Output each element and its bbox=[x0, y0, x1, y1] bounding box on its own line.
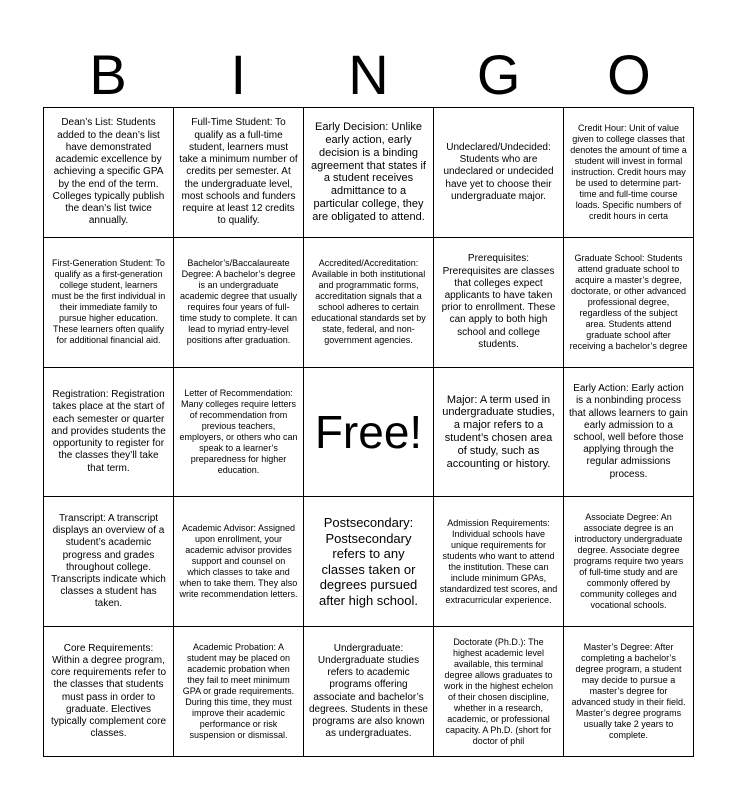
bingo-cell[interactable] bbox=[564, 497, 694, 627]
cell-text: Registration: Registration takes place at the start of each semester or quarter and provides students the opportunity to register for the classes they’ll take that term. bbox=[51, 389, 166, 474]
cell-text: Early Action: Early action is a nonbinding process that allows learners to gain early admission to a school, well before those applying through the regular admissions process. bbox=[569, 383, 688, 480]
bingo-cell[interactable] bbox=[174, 238, 304, 368]
bingo-cell[interactable] bbox=[44, 238, 174, 368]
bingo-cell[interactable] bbox=[304, 497, 434, 627]
cell-text: Associate Degree: An associate degree is an introductory undergraduate degree. Associate degree programs require two years of full-time study and are commonly offered by community colleges and vocational schools. bbox=[573, 512, 684, 611]
bingo-board bbox=[43, 107, 694, 757]
cell-text: Bachelor’s/Baccalaureate Degree: A bachelor’s degree is an undergraduate academic degree that usually requires four years of full-time study to complete. It can lead to myriad entry-level positions after graduation. bbox=[179, 258, 298, 346]
cell-text: Academic Probation: A student may be placed on academic probation when they fail to meet minimum GPA or grade requirements. During this time, they must improve their academic performance or risk suspension or dismissal. bbox=[182, 642, 295, 741]
free-space-text: Free! bbox=[314, 405, 423, 458]
cell-text: Graduate School: Students attend graduate school to acquire a master’s degree, doctorate, or other advanced professional degree, regardless of the subject area. Students attend graduate school after receiving a bachelor’s degree bbox=[569, 252, 688, 351]
cell-text: Credit Hour: Unit of value given to college classes that denotes the amount of time a student will invest in formal instruction. Credit hours may be used to determine part-time and full-time course loads. Specific numbers of credit hours in certa bbox=[570, 122, 687, 221]
cell-text: Core Requirements: Within a degree program, core requirements refer to the classes that students must pass in order to graduate. Electives typically complement core classes. bbox=[50, 642, 167, 740]
cell-text: Doctorate (Ph.D.): The highest academic level available, this terminal degree allows graduates to work in the highest echelon of their chosen discipline, whether in a research, academic, or professional capacity. A Ph.D. (short for doctor of phil bbox=[443, 636, 554, 746]
cell-text: Early Decision: Unlike early action, early decision is a binding agreement that states if a student receives admittance to a particular college, they are obligated to attend. bbox=[311, 121, 426, 223]
cell-text: Dean’s List: Students added to the dean’s list have demonstrated academic excellence by achieving a specific GPA by the end of the term. Colleges typically publish the dean’s list twice annually. bbox=[52, 117, 165, 227]
bingo-cell[interactable] bbox=[174, 368, 304, 498]
header-letter-b: B bbox=[89, 43, 127, 106]
bingo-cell[interactable] bbox=[174, 497, 304, 627]
bingo-cell[interactable] bbox=[434, 497, 564, 627]
cell-text: Full-Time Student: To qualify as a full-time student, learners must take a minimum number of credits per semester. At the undergraduate level, most schools and funders require at least 12 credits to qualify. bbox=[179, 117, 298, 227]
bingo-cell[interactable] bbox=[564, 238, 694, 368]
cell-text: Undeclared/Undecided: Students who are undeclared or undecided have yet to choose their undergraduate major. bbox=[443, 141, 554, 202]
bingo-cell[interactable] bbox=[434, 627, 564, 757]
bingo-cell[interactable] bbox=[434, 368, 564, 498]
bingo-cell[interactable] bbox=[44, 627, 174, 757]
header-letter-o: O bbox=[607, 43, 651, 106]
header-letter-n: N bbox=[348, 43, 389, 106]
header-letter-i: I bbox=[230, 43, 247, 106]
cell-text: Master’s Degree: After completing a bachelor’s degree program, a student may decide to pursue a master’s degree for advanced study in their field. Master’s degree programs usually take 2 years to complete. bbox=[571, 642, 686, 741]
bingo-cell[interactable] bbox=[564, 108, 694, 238]
cell-text: First-Generation Student: To qualify as a first-generation college student, learners must be the first individual in their immediate family to pursue higher education. These learners often qualify for additional financial aid. bbox=[51, 258, 166, 346]
cell-text: Accredited/Accreditation: Available in both institutional and programmatic forms, accreditation signals that a school adheres to certain educational standards set by state, federal, and non-government agencies. bbox=[311, 258, 426, 346]
bingo-cell[interactable] bbox=[304, 627, 434, 757]
bingo-cell[interactable] bbox=[44, 497, 174, 627]
cell-text: Prerequisites: Prerequisites are classes that colleges expect applicants to have taken prior to enrollment. These can apply to both high school and college students. bbox=[441, 253, 556, 350]
bingo-cell[interactable] bbox=[174, 108, 304, 238]
bingo-cell[interactable] bbox=[434, 108, 564, 238]
bingo-cell[interactable] bbox=[434, 238, 564, 368]
free-space-cell[interactable] bbox=[304, 368, 434, 498]
bingo-cell[interactable] bbox=[304, 238, 434, 368]
bingo-header bbox=[43, 44, 694, 106]
header-letter-g: G bbox=[476, 43, 521, 106]
cell-text: Transcript: A transcript displays an overview of a student’s academic progress and grades throughout college. Transcripts indicate which classes a student has taken. bbox=[51, 512, 166, 610]
cell-text: Letter of Recommendation: Many colleges require letters of recommendation from previous teachers, employers, or others who can speak to a learner’s preparedness for higher education. bbox=[179, 387, 298, 475]
cell-text: Major: A term used in undergraduate studies, a major refers to a student’s chosen area of study, such as accounting or history. bbox=[442, 393, 555, 470]
cell-text: Undergraduate: Undergraduate studies refers to academic programs offering associate and bachelor’s degrees. Students in these programs are also known as undergraduates. bbox=[309, 642, 428, 740]
cell-text: Postsecondary: Postsecondary refers to any classes taken or degrees pursued after high school. bbox=[318, 515, 418, 608]
bingo-cell[interactable] bbox=[564, 627, 694, 757]
cell-text: Academic Advisor: Assigned upon enrollment, your academic advisor provides support and counsel on which classes to take and when to take them. They also write recommendation letters. bbox=[179, 523, 298, 600]
bingo-cell[interactable] bbox=[564, 368, 694, 498]
bingo-cell[interactable] bbox=[174, 627, 304, 757]
bingo-cell[interactable] bbox=[44, 108, 174, 238]
cell-text: Admission Requirements: Individual schools have unique requirements for students who want to attend the institution. These can include minimum GPAs, standardized test scores, and extracurricular experience. bbox=[439, 517, 558, 605]
bingo-cell[interactable] bbox=[304, 108, 434, 238]
bingo-cell[interactable] bbox=[44, 368, 174, 498]
